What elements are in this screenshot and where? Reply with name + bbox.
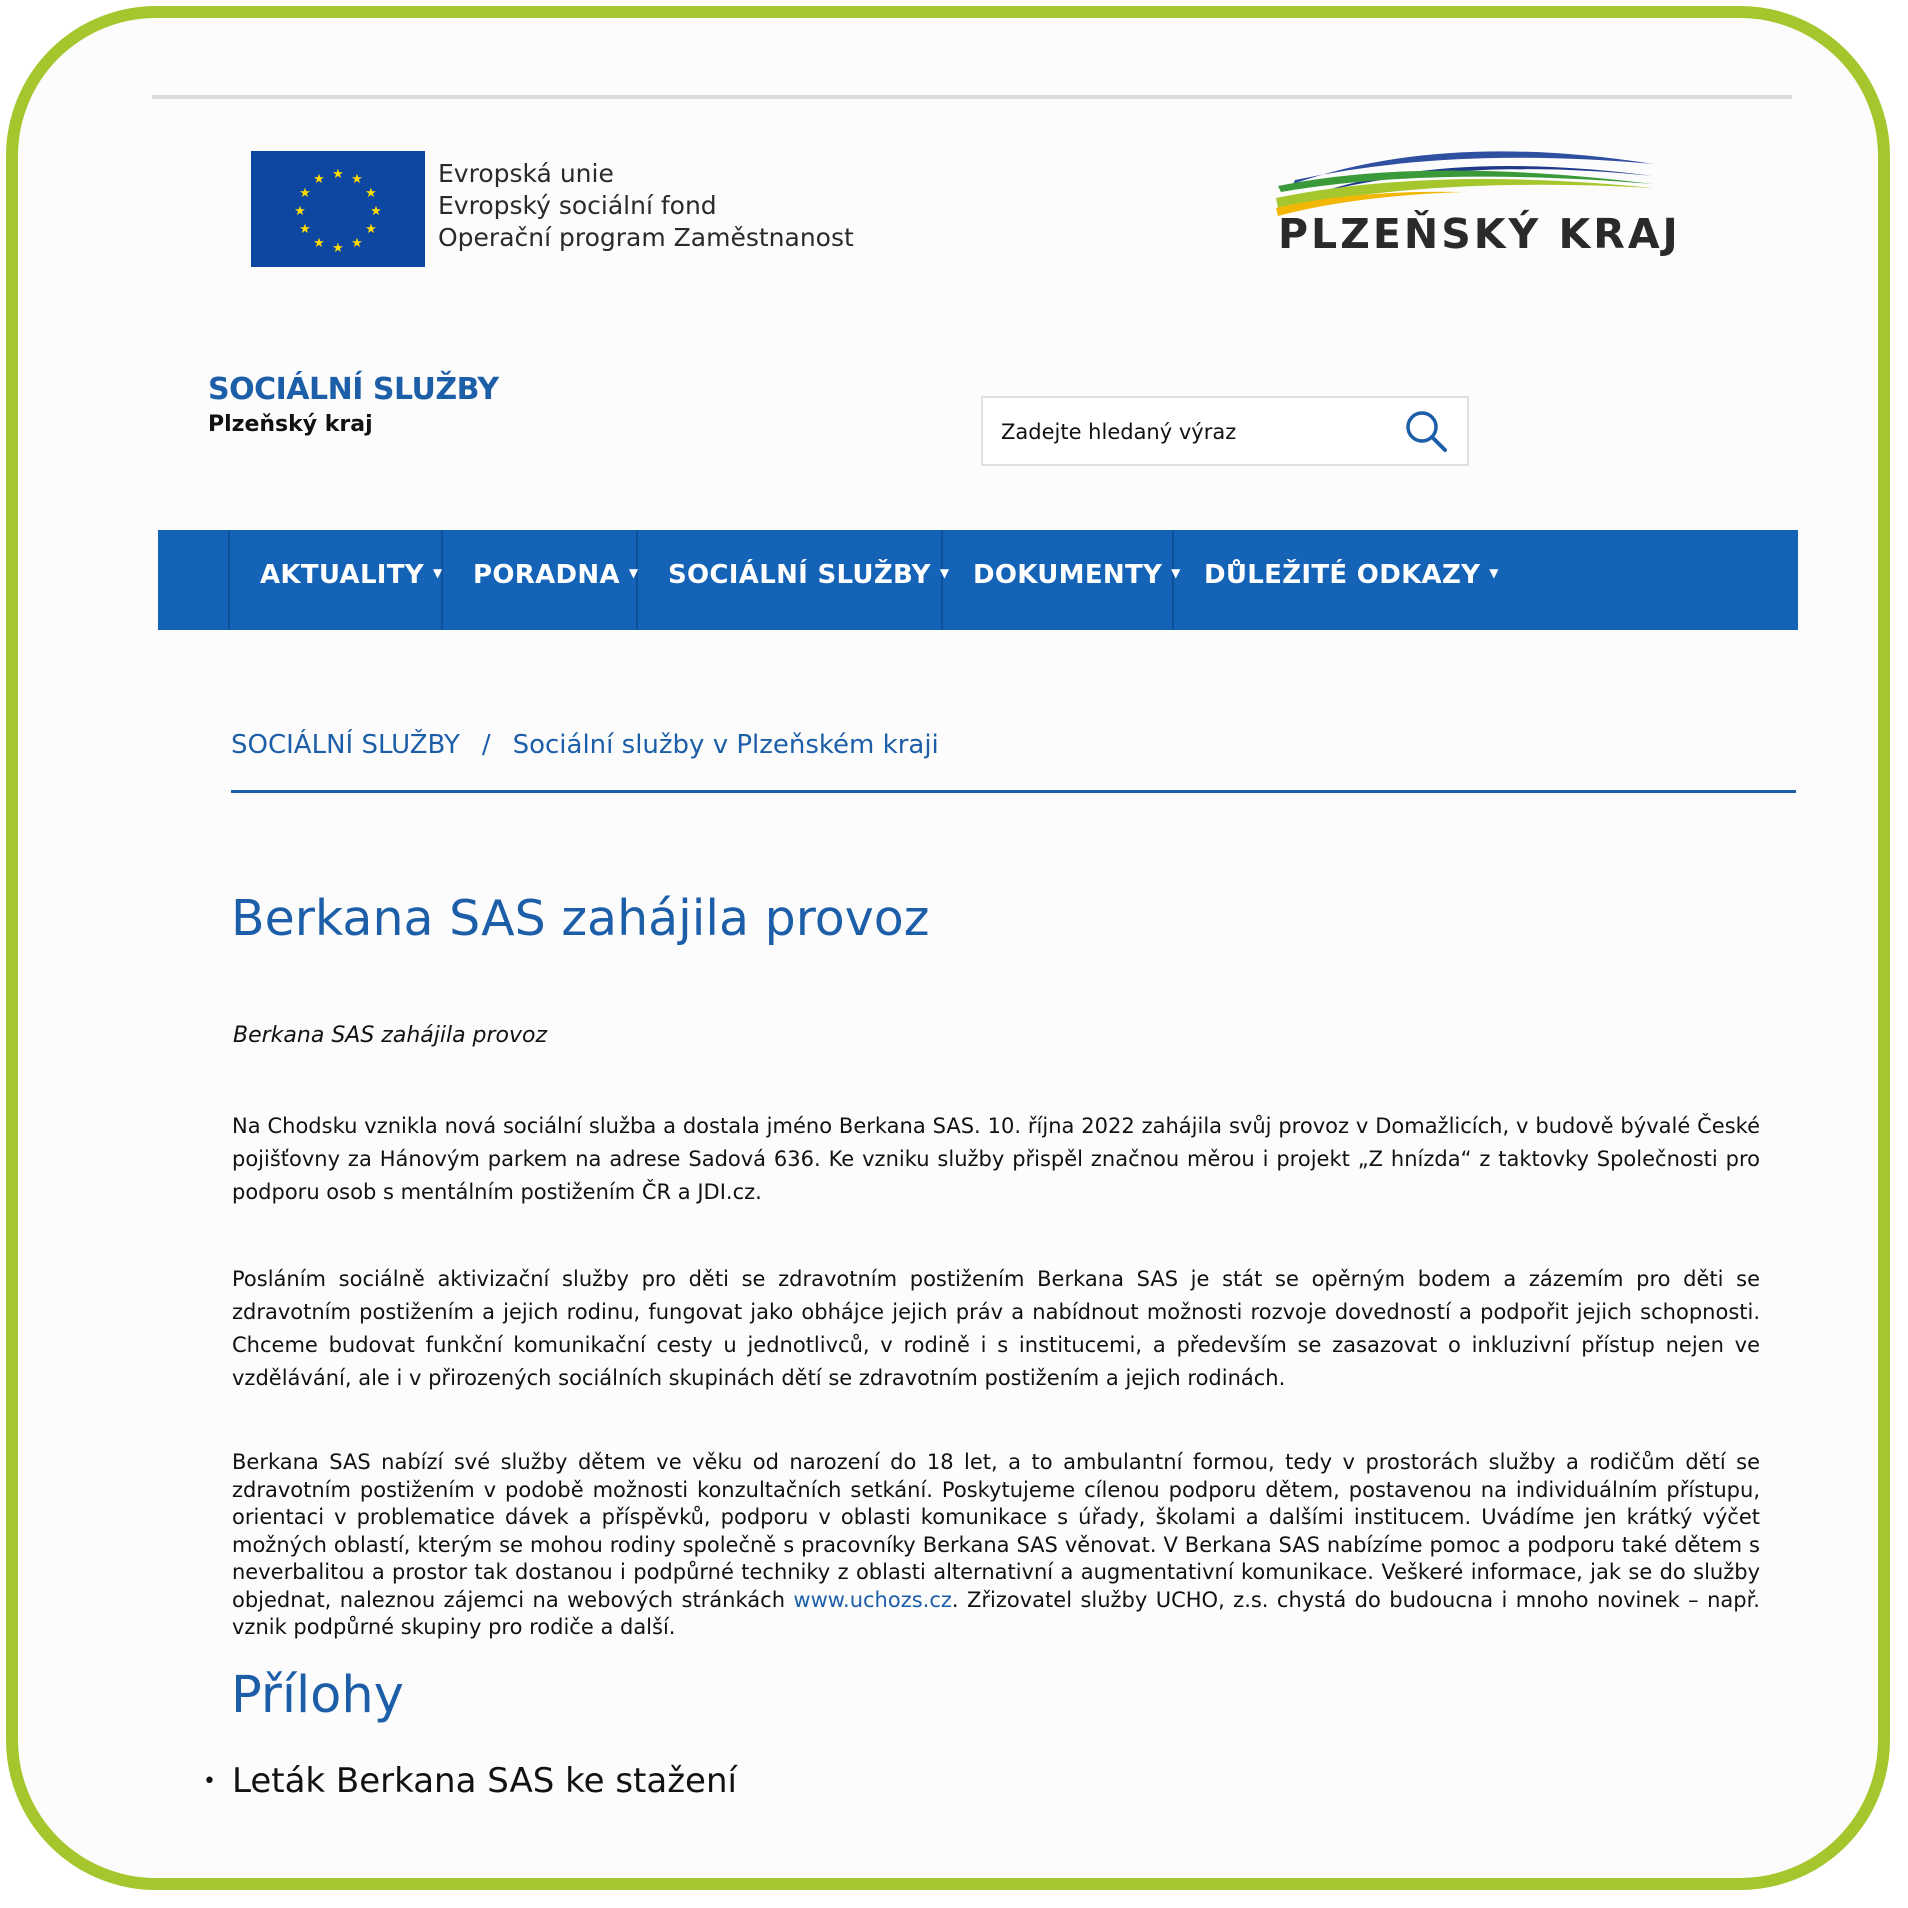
nav-item-dulezite-odkazy[interactable] bbox=[1204, 560, 1499, 590]
nav-item-label: PORADNA bbox=[473, 560, 620, 590]
article-lead: Berkana SAS zahájila provoz bbox=[233, 1023, 548, 1048]
breadcrumb-link-socialni-sluzby[interactable]: SOCIÁLNÍ SLUŽBY bbox=[231, 730, 460, 760]
region-logo-text: PLZEŇSKÝ KRAJ bbox=[1278, 210, 1681, 258]
eu-flag-logo bbox=[251, 151, 425, 267]
site-title[interactable]: SOCIÁLNÍ SLUŽBY bbox=[208, 372, 499, 407]
attachment-item[interactable] bbox=[203, 1761, 737, 1801]
svg-text:★: ★ bbox=[299, 186, 311, 201]
search-box bbox=[981, 396, 1469, 466]
eu-logo-text bbox=[438, 158, 854, 254]
nav-item-socialni-sluzby[interactable] bbox=[668, 560, 949, 590]
caret-down-icon: ▼ bbox=[939, 565, 950, 580]
eu-line-3: Operační program Zaměstnanost bbox=[438, 223, 854, 252]
breadcrumb-link-current[interactable]: Sociální služby v Plzeňském kraji bbox=[512, 730, 939, 760]
nav-separator bbox=[228, 530, 230, 630]
site-subtitle: Plzeňský kraj bbox=[208, 412, 373, 437]
page-title: Berkana SAS zahájila provoz bbox=[231, 890, 930, 947]
nav-item-aktuality[interactable] bbox=[260, 560, 442, 590]
attachment-link[interactable]: Leták Berkana SAS ke stažení bbox=[231, 1761, 737, 1801]
article-paragraph-1: Na Chodsku vznikla nová sociální služba a dostala jméno Berkana SAS. 10. října 2022 zahájila svůj provoz v Domažlicích, v budově bývalé České pojišťovny za Hánovým parkem na adrese Sadová 636. Ke vzniku služby přispěl značnou měrou i projekt „Z hnízda“ z taktovky Společnosti pro podporu osob s mentálním postižením ČR a JDI.cz. bbox=[232, 1114, 1760, 1204]
nav-item-poradna[interactable] bbox=[473, 560, 638, 590]
bullet-icon: • bbox=[203, 1769, 216, 1794]
svg-text:★: ★ bbox=[351, 236, 363, 251]
top-divider bbox=[152, 95, 1792, 99]
search-icon bbox=[1403, 408, 1449, 454]
nav-item-label: DŮLEŽITÉ ODKAZY bbox=[1204, 560, 1481, 590]
nav-item-label: DOKUMENTY bbox=[973, 560, 1163, 590]
main-nav bbox=[158, 530, 1798, 630]
svg-text:★: ★ bbox=[294, 204, 306, 219]
nav-item-dokumenty[interactable] bbox=[973, 560, 1181, 590]
eu-line-2: Evropský sociální fond bbox=[438, 191, 717, 220]
rounded-frame bbox=[6, 6, 1890, 1890]
svg-text:★: ★ bbox=[313, 172, 325, 187]
svg-text:★: ★ bbox=[299, 222, 311, 237]
caret-down-icon: ▼ bbox=[628, 565, 639, 580]
article-paragraph-3 bbox=[232, 1449, 1760, 1642]
search-button[interactable] bbox=[1383, 398, 1469, 464]
nav-item-label: SOCIÁLNÍ SLUŽBY bbox=[668, 560, 931, 590]
nav-item-label: AKTUALITY bbox=[260, 560, 424, 590]
paragraph-3-text: Berkana SAS nabízí své služby dětem ve věku od narození do 18 let, a to ambulantní formou, tedy v prostorách služby a rodičům dětí se zdravotním postižením v podobě možnosti konzultačních setkání. Poskytujeme cílenou podporu dětem, postavenou na individuálním přístupu, orientaci v problematice dávek a příspěvků, podporu v oblasti komunikace s úřady, školami a dalšími institucem. Uvádíme jen krátký výčet možných oblastí, kterým se mohou rodiny společně s pracovníky Berkana SAS věnovat. V Berkana SAS nabízíme pomoc a podporu také dětem s neverbalitou a prostor tak dostanou i podpůrné techniky z oblasti alternativní a augmentativní komunikace. Veškeré informace, jak se do služby objednat, naleznou zájemci na webových stránkách bbox=[232, 1450, 1760, 1612]
caret-down-icon: ▼ bbox=[1171, 565, 1181, 580]
svg-text:★: ★ bbox=[332, 167, 344, 182]
uchozs-link[interactable]: www.uchozs.cz bbox=[793, 1587, 952, 1612]
svg-text:★: ★ bbox=[365, 222, 377, 237]
paragraph-3-text-end: . Zřizovatel služby UCHO, z.s. chystá do budoucna i mnoho novinek – např. vznik podpůrné skupiny pro rodiče a další. bbox=[232, 1587, 1760, 1639]
caret-down-icon: ▼ bbox=[432, 565, 443, 580]
article-paragraph-2: Posláním sociálně aktivizační služby pro děti se zdravotním postižením Berkana SAS je stát se opěrným bodem a zázemím pro děti se zdravotním postižením a jejich rodinu, fungovat jako obhájce jejich práv a nabídnout možnosti rozvoje dovedností a podpořit jejich schopnosti. Chceme budovat funkční komunikační cesty u jednotlivců, v rodině i s institucemi, a především se zasazovat o inkluzivní přístup nejen ve vzdělávání, ale i v přirozených sociálních skupinách dětí se zdravotním postižením a jejich rodinách. bbox=[232, 1267, 1760, 1390]
breadcrumb-separator: / bbox=[481, 730, 491, 760]
breadcrumb bbox=[231, 730, 939, 760]
breadcrumb-underline bbox=[231, 790, 1796, 793]
svg-text:★: ★ bbox=[365, 186, 377, 201]
caret-down-icon: ▼ bbox=[1489, 565, 1499, 580]
svg-text:★: ★ bbox=[351, 172, 363, 187]
svg-text:★: ★ bbox=[332, 241, 344, 256]
search-input[interactable] bbox=[1001, 416, 1371, 448]
svg-text:★: ★ bbox=[370, 204, 382, 219]
svg-text:★: ★ bbox=[313, 236, 325, 251]
eu-stars-icon bbox=[251, 151, 425, 267]
eu-line-1: Evropská unie bbox=[438, 159, 614, 188]
attachments-title: Přílohy bbox=[231, 1666, 404, 1725]
